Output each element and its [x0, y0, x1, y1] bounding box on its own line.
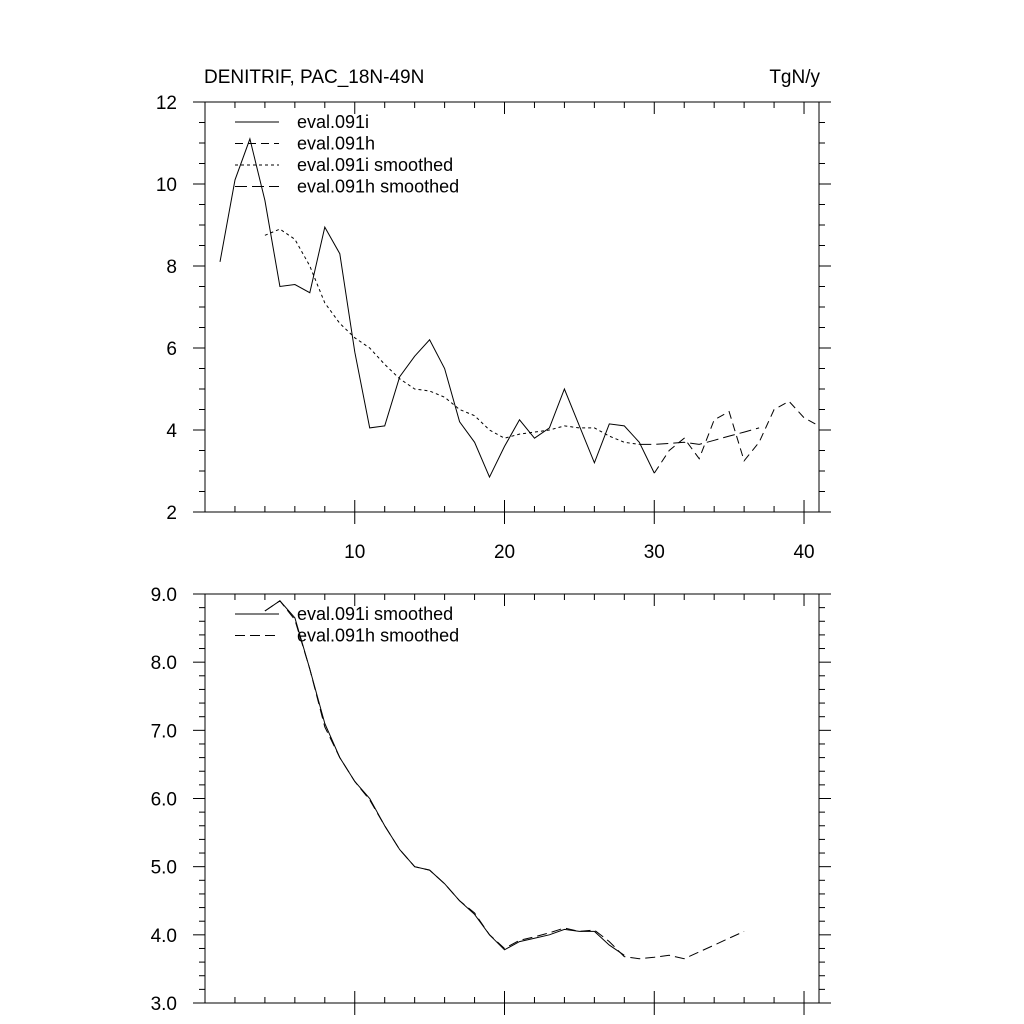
chart-title: DENITRIF, PAC_18N-49N — [204, 67, 425, 88]
series-line — [639, 428, 759, 445]
legend-label: eval.091h smoothed — [297, 176, 460, 197]
y-tick-label: 10 — [155, 175, 177, 196]
series-line — [265, 229, 639, 444]
units-label: TgN/y — [769, 67, 820, 88]
legend-label: eval.091i smoothed — [297, 604, 454, 624]
y-tick-label: 4.0 — [150, 925, 177, 947]
x-tick-label: 40 — [793, 542, 815, 563]
x-tick-label: 20 — [493, 542, 516, 563]
series-line — [265, 601, 624, 956]
y-tick-label: 5.0 — [150, 857, 177, 879]
axis-ticks — [193, 594, 831, 1015]
series-lines — [265, 601, 744, 959]
bottom-panel — [151, 585, 831, 1015]
y-tick-label: 6.0 — [150, 789, 177, 811]
top-panel — [156, 67, 831, 563]
axis-ticks — [193, 102, 831, 524]
y-tick-label: 6 — [166, 339, 177, 360]
series-line — [654, 401, 819, 473]
x-tick-label: 10 — [344, 542, 366, 563]
plot-frame — [205, 594, 819, 1003]
x-tick-label: 30 — [643, 542, 665, 563]
legend-label: eval.091i — [297, 112, 370, 132]
legend-label: eval.091h smoothed — [297, 625, 460, 646]
legend — [235, 112, 459, 197]
y-tick-label: 9.0 — [150, 585, 177, 606]
y-tick-label: 12 — [155, 93, 177, 114]
legend-label: eval.091h — [297, 133, 376, 154]
y-tick-label: 4 — [166, 421, 177, 442]
legend-label: eval.091i smoothed — [297, 155, 454, 175]
y-tick-label: 7.0 — [150, 721, 177, 743]
y-tick-label: 8.0 — [150, 653, 177, 675]
tick-labels — [156, 93, 815, 563]
series-line — [265, 601, 744, 959]
tick-labels — [151, 585, 177, 1015]
y-tick-label: 2 — [166, 503, 177, 524]
y-tick-label: 3.0 — [150, 994, 177, 1015]
legend — [235, 604, 459, 646]
y-tick-label: 8 — [166, 257, 177, 278]
